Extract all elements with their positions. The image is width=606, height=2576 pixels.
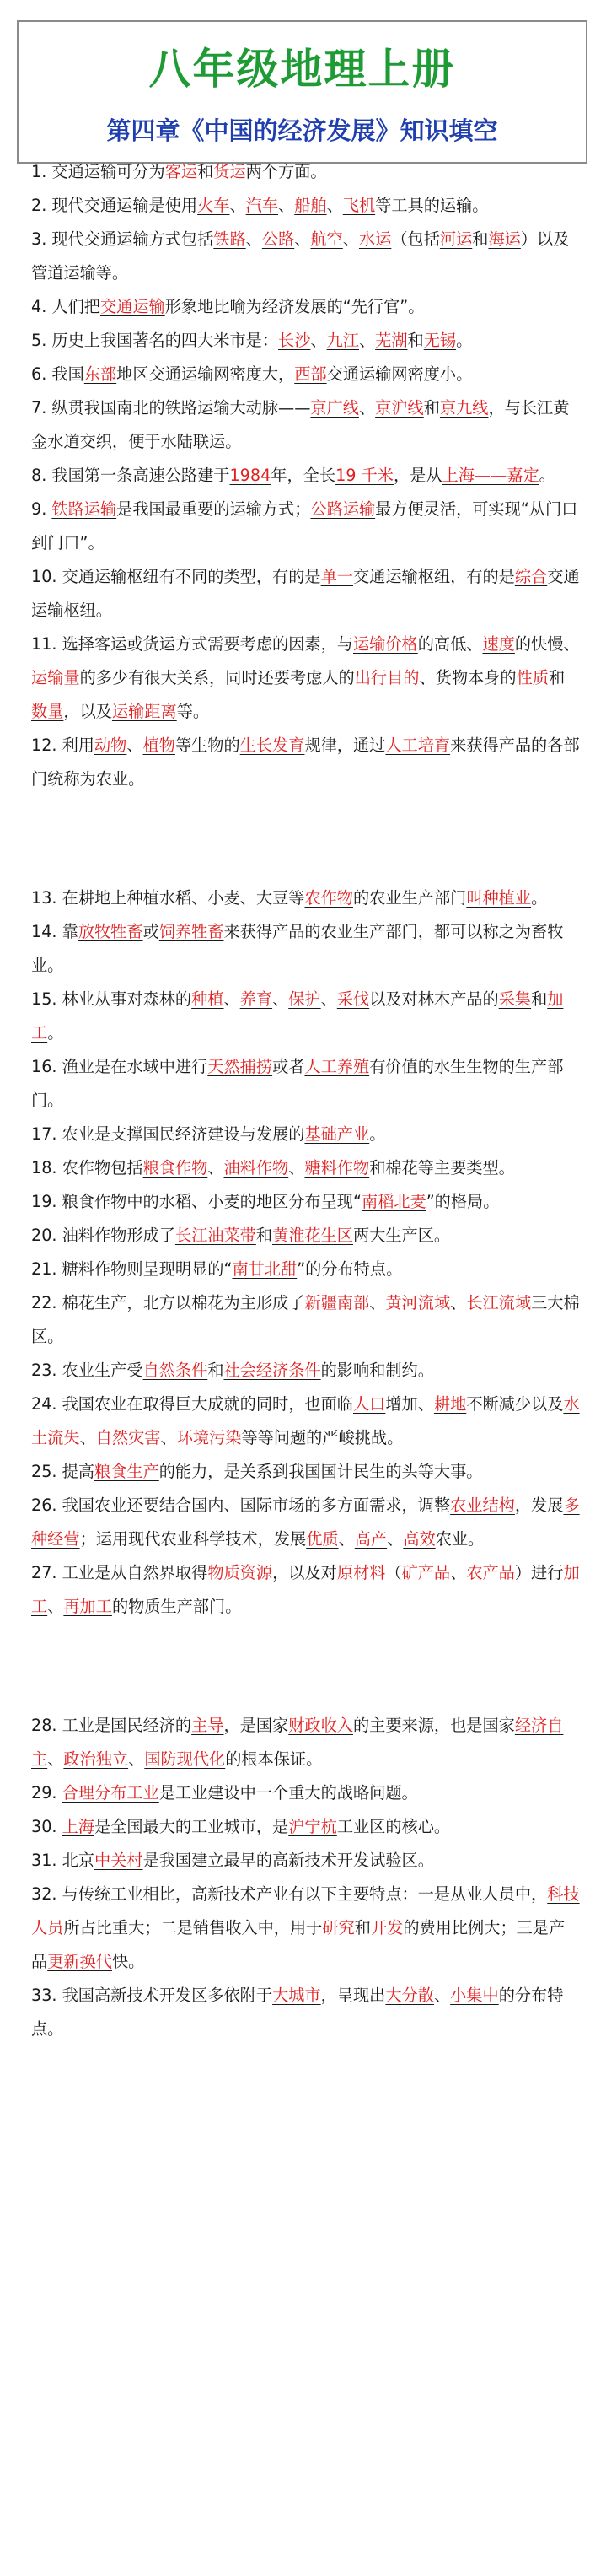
answer-blank: 国防现代化 <box>144 1749 226 1769</box>
question-item <box>31 1776 581 1810</box>
question-text: 、 <box>358 398 376 418</box>
answer-blank: 速度 <box>482 634 515 654</box>
question-text: 交通运输枢纽，有的是 <box>353 567 515 586</box>
answer-blank: 采伐 <box>336 989 370 1009</box>
answer-blank: 经济自主 <box>31 1716 564 1769</box>
answer-blank: 社会经济条件 <box>223 1361 321 1380</box>
question-text: 、 <box>278 196 295 215</box>
question-text: 的分布特点。 <box>31 1986 564 2039</box>
question-text: 、 <box>433 1986 451 2005</box>
question-text: 30. <box>31 1817 62 1836</box>
question-text: 9. <box>31 499 52 519</box>
question-item <box>31 189 581 223</box>
question-text: 、 <box>310 331 327 350</box>
answer-blank: 黄淮花生区 <box>272 1226 353 1245</box>
answer-blank: 飞机 <box>342 196 376 215</box>
question-text: ）以及管道运输等。 <box>31 229 570 283</box>
question-item <box>31 290 581 324</box>
question-text: ，呈现出 <box>320 1986 386 2005</box>
question-text: 7. 纵贯我国南北的铁路运输大动脉—— <box>31 398 311 418</box>
question-text: 形象地比喻为经济发展的“先行官”。 <box>164 297 425 316</box>
answer-blank: 公路 <box>261 229 295 249</box>
answer-blank: 优质 <box>306 1529 339 1549</box>
answer-blank: 加工 <box>31 989 564 1043</box>
question-text: 来获得产品的农业生产部门，都可以称之为畜牧业。 <box>31 922 564 975</box>
question-text: 所占比重大；二是销售收入中，用于 <box>63 1918 323 1937</box>
answer-blank: 长沙 <box>278 331 311 350</box>
question-text: 和 <box>255 1226 273 1245</box>
answer-blank: 天然捕捞 <box>207 1057 273 1076</box>
question-text: 和 <box>407 331 424 350</box>
answer-blank: 种植 <box>191 989 224 1009</box>
question-item <box>31 983 581 1050</box>
answer-blank: 农业结构 <box>450 1495 515 1515</box>
question-text: ，是国家 <box>223 1716 289 1735</box>
question-text: 等等问题的严峻挑战。 <box>241 1428 404 1447</box>
question-text: ，是从 <box>393 466 442 485</box>
answer-blank: 科技人员 <box>31 1884 580 1937</box>
question-text: 8. 我国第一条高速公路建于 <box>31 466 230 485</box>
answer-blank: 单一 <box>320 567 353 586</box>
answer-blank: 大城市 <box>272 1986 321 2005</box>
question-text: 、货物本身的 <box>419 668 517 687</box>
answer-blank: 上海——嘉定 <box>442 466 539 485</box>
question-text: 快。 <box>111 1952 145 1971</box>
question-item <box>31 459 581 493</box>
question-text: 有价值的水生生物的生产部门。 <box>31 1057 564 1110</box>
question-text: 13. 在耕地上种植水稻、小麦、大豆等 <box>31 888 305 908</box>
answer-blank: 长江油菜带 <box>174 1226 256 1245</box>
question-text: 16. 渔业是在水域中进行 <box>31 1057 208 1076</box>
question-text: 最方便灵活，可实现“从门口到门口”。 <box>31 499 578 552</box>
answer-blank: 油料作物 <box>223 1158 289 1178</box>
answer-blank: 铁路运输 <box>51 499 117 519</box>
question-text: 的主要来源，也是国家 <box>353 1716 515 1735</box>
answer-blank: 运输距离 <box>111 702 177 721</box>
answer-blank: 南稻北麦 <box>361 1192 426 1211</box>
question-item <box>31 493 581 560</box>
question-text: 。 <box>456 331 473 350</box>
question-text: 1. 交通运输可分为 <box>31 162 165 181</box>
answer-blank: 高效 <box>403 1529 436 1549</box>
question-text: 三大棉区。 <box>31 1293 580 1346</box>
answer-blank: 饲养牲畜 <box>158 922 224 941</box>
question-text: 27. 工业是从自然界取得 <box>31 1563 208 1582</box>
answer-blank: 数量 <box>31 702 64 721</box>
question-text: 11. 选择客运或货运方式需要考虑的因素，与 <box>31 634 353 654</box>
answer-blank: 火车 <box>197 196 230 215</box>
question-text: 和 <box>423 398 440 418</box>
question-text: 5. 历史上我国著名的四大米市是： <box>31 331 279 350</box>
question-item <box>31 915 581 983</box>
question-text: ，以及对 <box>272 1563 337 1582</box>
question-text: ）进行 <box>514 1563 564 1582</box>
question-text: 3. 现代交通运输方式包括 <box>31 229 214 249</box>
answer-blank: 财政收入 <box>288 1716 353 1735</box>
answer-blank: 京广线 <box>310 398 359 418</box>
question-text: 、 <box>47 1597 64 1616</box>
question-text: ；运用现代农业科学技术，发展 <box>79 1529 307 1549</box>
answer-blank: 河运 <box>439 229 473 249</box>
question-text: 、 <box>223 989 240 1009</box>
question-text: 、 <box>272 989 289 1009</box>
question-text: 18. 农作物包括 <box>31 1158 143 1178</box>
question-text: 29. <box>31 1783 62 1803</box>
question-item <box>31 1489 581 1556</box>
question-text: 等生物的 <box>174 736 240 755</box>
question-text: 、 <box>342 229 359 249</box>
question-text: 26. 我国农业还要结合国内、国际市场的多方面需求，调整 <box>31 1495 451 1515</box>
question-text: 交通运输枢纽。 <box>31 567 580 620</box>
answer-blank: 基础产业 <box>304 1124 370 1144</box>
question-text: 的多少有很大关系，同时还要考虑人的 <box>79 668 355 687</box>
page-title: 八年级地理上册 <box>148 44 456 94</box>
chapter-subtitle: 第四章《中国的经济发展》知识填空 <box>106 116 498 145</box>
answer-blank: 运输量 <box>31 668 80 687</box>
answer-blank: 综合 <box>514 567 548 586</box>
answer-blank: 农产品 <box>466 1563 515 1582</box>
question-text: 和 <box>549 668 566 687</box>
question-text: 农业。 <box>435 1529 485 1549</box>
question-text: 的费用比例大；三是产品 <box>31 1918 566 1971</box>
answer-blank: 合理分布工业 <box>62 1783 159 1803</box>
question-text: （ <box>385 1563 402 1582</box>
question-item <box>31 1151 581 1185</box>
question-item <box>31 560 581 628</box>
answer-blank: 再加工 <box>63 1597 112 1616</box>
question-text: 14. 靠 <box>31 922 78 941</box>
answer-blank: 养育 <box>239 989 273 1009</box>
question-text: 是我国最重要的运输方式； <box>116 499 311 519</box>
question-text: 、 <box>369 1293 386 1312</box>
answer-blank: 中关村 <box>94 1851 143 1870</box>
question-list <box>31 155 581 2046</box>
question-item <box>31 1556 581 1624</box>
answer-blank: 高产 <box>354 1529 388 1549</box>
answer-blank: 开发 <box>370 1918 404 1937</box>
question-text: 、 <box>229 196 246 215</box>
question-text: 和 <box>531 989 548 1009</box>
question-text: 年，全长 <box>271 466 336 485</box>
question-text: 交通运输网密度小。 <box>326 364 473 384</box>
answer-blank: 京沪线 <box>375 398 424 418</box>
question-item <box>31 1185 581 1219</box>
answer-blank: 长江流域 <box>466 1293 532 1312</box>
question-text: 、 <box>160 1428 177 1447</box>
question-text: 21. 糖料作物则呈现明显的“ <box>31 1259 233 1279</box>
answer-blank: 黄河流域 <box>385 1293 451 1312</box>
question-item <box>31 324 581 358</box>
question-text: 24. 我国农业在取得巨大成就的同时，也面临 <box>31 1394 353 1414</box>
question-text: 、 <box>320 989 337 1009</box>
question-text: ，与长江黄金水道交织，便于水陆联运。 <box>31 398 570 451</box>
question-text: 。 <box>369 1124 386 1144</box>
answer-blank: 政治独立 <box>63 1749 129 1769</box>
answer-blank: 无锡 <box>423 331 457 350</box>
question-text: 、 <box>338 1529 355 1549</box>
question-item <box>31 1709 581 1776</box>
question-text: 以及对林木产品的 <box>369 989 499 1009</box>
title-box <box>17 20 587 164</box>
answer-blank: 水运 <box>358 229 392 249</box>
question-text: 32. 与传统工业相比，高新技术产业有以下主要特点：一是从业人员中， <box>31 1884 548 1904</box>
question-item <box>31 1219 581 1253</box>
answer-blank: 放牧牲畜 <box>78 922 143 941</box>
answer-blank: 航空 <box>310 229 343 249</box>
question-text: 、 <box>207 1158 224 1178</box>
question-item <box>31 391 581 459</box>
question-item <box>31 1878 581 1979</box>
answer-blank: 西部 <box>294 364 327 384</box>
answer-blank: 多种经营 <box>31 1495 580 1549</box>
answer-blank: 上海 <box>62 1817 94 1836</box>
question-text: 、 <box>245 229 262 249</box>
question-item <box>31 1050 581 1118</box>
question-item <box>31 1979 581 2046</box>
answer-blank: 海运 <box>488 229 521 249</box>
question-text: 15. 林业从事对森林的 <box>31 989 192 1009</box>
question-text: 28. 工业是国民经济的 <box>31 1716 192 1735</box>
question-text: 和 <box>472 229 489 249</box>
question-item <box>31 1253 581 1286</box>
question-text: 的物质生产部门。 <box>111 1597 242 1616</box>
question-item <box>31 1354 581 1388</box>
answer-blank: 生长发育 <box>239 736 305 755</box>
question-text: 12. 利用 <box>31 736 94 755</box>
question-text: 31. 北京 <box>31 1851 94 1870</box>
question-text: 两大生产区。 <box>353 1226 451 1245</box>
answer-blank: 自然灾害 <box>95 1428 161 1447</box>
question-text: 、 <box>79 1428 96 1447</box>
answer-blank: 保护 <box>288 989 321 1009</box>
question-text: 或 <box>142 922 159 941</box>
question-text: ”的分布特点。 <box>297 1259 403 1279</box>
question-text: （包括 <box>391 229 440 249</box>
answer-blank: 矿产品 <box>401 1563 451 1582</box>
answer-blank: 汽车 <box>245 196 279 215</box>
answer-blank: 交通运输 <box>99 297 165 316</box>
question-text: 或者 <box>272 1057 305 1076</box>
question-text: 、 <box>128 1749 145 1769</box>
answer-blank: 货运 <box>213 162 246 181</box>
question-text: 19. 粮食作物中的水稻、小麦的地区分布呈现“ <box>31 1192 362 1211</box>
answer-blank: 1984 <box>229 466 271 485</box>
answer-blank: 人工养殖 <box>304 1057 370 1076</box>
answer-blank: 九江 <box>326 331 359 350</box>
answer-blank: 加工 <box>31 1563 580 1616</box>
answer-blank: 采集 <box>498 989 532 1009</box>
answer-blank: 运输价格 <box>353 634 418 654</box>
question-text: 33. 我国高新技术开发区多依附于 <box>31 1986 273 2005</box>
question-text: 23. 农业生产受 <box>31 1361 143 1380</box>
question-text: 的农业生产部门 <box>353 888 467 908</box>
question-text: 的根本保证。 <box>225 1749 323 1769</box>
question-text: 、 <box>387 1529 404 1549</box>
answer-blank: 客运 <box>164 162 198 181</box>
answer-blank: 铁路 <box>213 229 246 249</box>
answer-blank: 南甘北甜 <box>232 1259 298 1279</box>
question-text: ，发展 <box>514 1495 564 1515</box>
answer-blank: 叫种植业 <box>466 888 532 908</box>
answer-blank: 粮食作物 <box>142 1158 208 1178</box>
question-text: 增加、 <box>385 1394 434 1414</box>
question-text: 20. 油料作物形成了 <box>31 1226 175 1245</box>
question-item <box>31 729 581 796</box>
question-text: 10. 交通运输枢纽有不同的类型，有的是 <box>31 567 321 586</box>
answer-blank: 主导 <box>191 1716 224 1735</box>
question-text: 的快慢、 <box>514 634 580 654</box>
answer-blank: 自然条件 <box>142 1361 208 1380</box>
question-text: 规律，通过 <box>304 736 386 755</box>
section-spacer <box>31 1624 581 1709</box>
question-text: 不断减少以及 <box>466 1394 564 1414</box>
question-text: 、 <box>294 229 311 249</box>
question-text: 。 <box>539 466 555 485</box>
question-item <box>31 1844 581 1878</box>
question-text: ”的格局。 <box>426 1192 500 1211</box>
question-text: 的影响和制约。 <box>320 1361 434 1380</box>
question-text: 工业区的核心。 <box>336 1817 451 1836</box>
question-text: 是工业建设中一个重大的战略问题。 <box>158 1783 418 1803</box>
question-text: 和棉花等主要类型。 <box>369 1158 515 1178</box>
question-text: 。 <box>47 1023 64 1043</box>
question-text: 是我国建立最早的高新技术开发试验区。 <box>142 1851 434 1870</box>
answer-blank: 人口 <box>353 1394 386 1414</box>
answer-blank: 东部 <box>83 364 117 384</box>
question-text: 、 <box>326 196 343 215</box>
question-text: 25. 提高 <box>31 1462 94 1481</box>
question-text: 等工具的运输。 <box>375 196 489 215</box>
question-text: 2. 现代交通运输是使用 <box>31 196 198 215</box>
question-text: 22. 棉花生产，北方以棉花为主形成了 <box>31 1293 305 1312</box>
answer-blank: 物质资源 <box>207 1563 273 1582</box>
question-item <box>31 358 581 391</box>
question-text: 和 <box>354 1918 371 1937</box>
question-text: 6. 我国 <box>31 364 84 384</box>
answer-blank: 环境污染 <box>176 1428 242 1447</box>
answer-blank: 更新换代 <box>47 1952 112 1971</box>
question-text: 、 <box>126 736 143 755</box>
question-text: ，以及 <box>63 702 112 721</box>
answer-blank: 船舶 <box>294 196 327 215</box>
question-item <box>31 1455 581 1489</box>
answer-blank: 京九线 <box>439 398 489 418</box>
question-text: 和 <box>197 162 214 181</box>
answer-blank: 耕地 <box>433 1394 467 1414</box>
answer-blank: 沪宁杭 <box>288 1817 337 1836</box>
question-item <box>31 881 581 915</box>
answer-blank: 新疆南部 <box>304 1293 370 1312</box>
question-text: 的高低、 <box>417 634 483 654</box>
question-text: 来获得产品的各部门统称为农业。 <box>31 736 580 789</box>
answer-blank: 人工培育 <box>385 736 451 755</box>
question-text: 、 <box>450 1293 467 1312</box>
question-text: 。 <box>531 888 548 908</box>
question-text: 、 <box>47 1749 64 1769</box>
question-text: 4. 人们把 <box>31 297 100 316</box>
answer-blank: 小集中 <box>450 1986 499 2005</box>
answer-blank: 原材料 <box>336 1563 386 1582</box>
answer-blank: 性质 <box>516 668 549 687</box>
question-text: 等。 <box>176 702 210 721</box>
question-item <box>31 1810 581 1844</box>
question-text: 、 <box>358 331 376 350</box>
question-item <box>31 1388 581 1455</box>
question-text: 17. 农业是支撑国民经济建设与发展的 <box>31 1124 305 1144</box>
question-item <box>31 628 581 729</box>
answer-blank: 农作物 <box>304 888 353 908</box>
answer-blank: 水土流失 <box>31 1394 580 1447</box>
answer-blank: 研究 <box>322 1918 355 1937</box>
answer-blank: 公路运输 <box>310 499 376 519</box>
answer-blank: 粮食生产 <box>94 1462 159 1481</box>
question-text: 、 <box>288 1158 305 1178</box>
answer-blank: 出行目的 <box>354 668 420 687</box>
section-spacer <box>31 796 581 881</box>
question-item <box>31 155 581 189</box>
question-item <box>31 223 581 290</box>
answer-blank: 芜湖 <box>375 331 408 350</box>
question-text: 是全国最大的工业城市，是 <box>94 1817 289 1836</box>
answer-blank: 糖料作物 <box>304 1158 370 1178</box>
question-text: 、 <box>450 1563 467 1582</box>
question-text: 地区交通运输网密度大， <box>116 364 295 384</box>
question-item <box>31 1286 581 1354</box>
answer-blank: 大分散 <box>385 1986 434 2005</box>
answer-blank: 19 千米 <box>335 466 394 485</box>
answer-blank: 动物 <box>94 736 127 755</box>
question-item <box>31 1118 581 1151</box>
question-text: 两个方面。 <box>245 162 327 181</box>
question-text: 和 <box>207 1361 224 1380</box>
question-text: 的能力，是关系到我国国计民生的头等大事。 <box>158 1462 483 1481</box>
answer-blank: 植物 <box>142 736 175 755</box>
